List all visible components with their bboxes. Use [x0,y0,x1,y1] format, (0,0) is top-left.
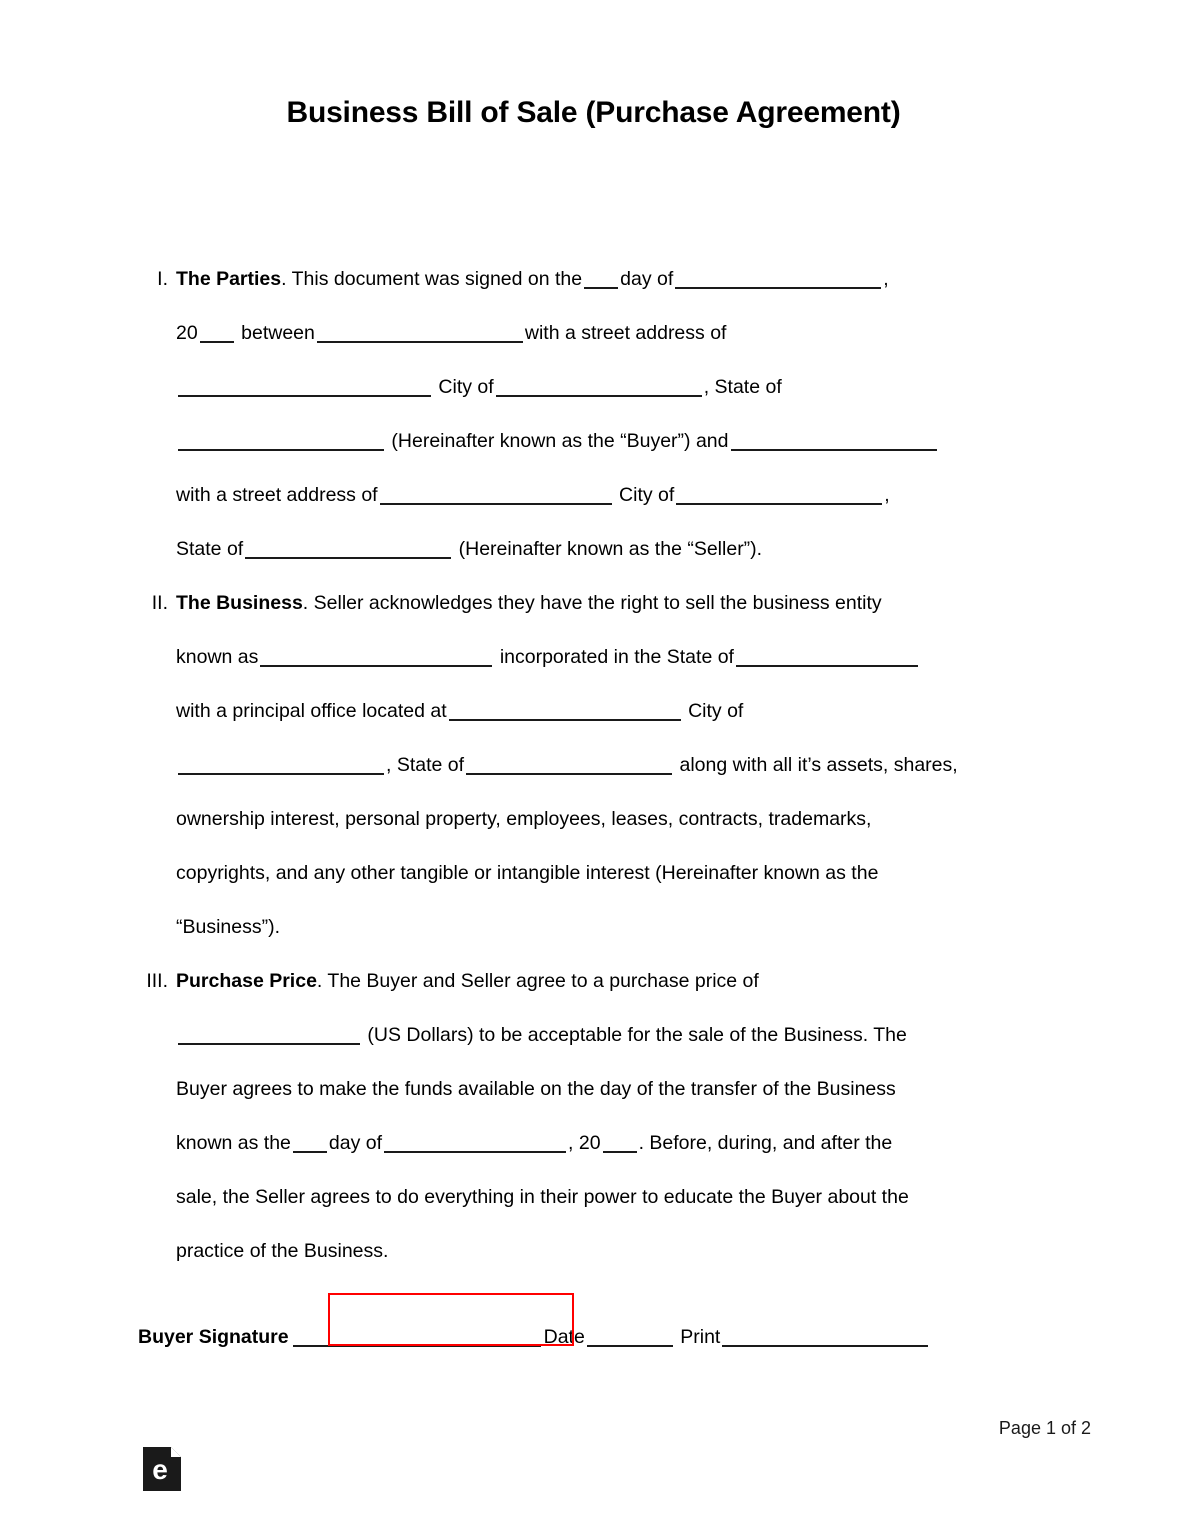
blank-month[interactable] [675,287,881,289]
clause1-line5-text-c: , [884,484,890,506]
blank-principal-office-address[interactable] [449,719,681,721]
blank-seller-city[interactable] [676,503,882,505]
clause1-line2-text-b: between [241,322,315,344]
clause2-line4-text-b: along with all it’s assets, shares, [679,754,958,776]
blank-transfer-year[interactable] [603,1151,637,1153]
blank-purchase-price-amount[interactable] [178,1043,360,1045]
clause1-line4 [176,414,1050,468]
clause1-line1 [176,252,1050,306]
clause3-line1-text-a: . The Buyer and Seller agree to a purchase price of [316,970,759,992]
clause3-heading: Purchase Price [176,970,317,992]
clause1-line1-text-c: , [883,268,889,290]
clause-purchase-price [138,954,1050,1278]
clause1-heading: The Parties [176,268,282,290]
clause2-heading: The Business [176,592,303,614]
blank-transfer-month[interactable] [384,1151,566,1153]
clause2-line5: ownership interest, personal property, employees, leases, contracts, trademarks, [176,808,872,830]
clause2-line7: “Business”). [176,916,281,938]
clause2-line4 [176,738,1050,792]
clause-body-purchase-price [168,954,1050,1278]
blank-day-number[interactable] [584,287,618,289]
clause-body-the-business [168,576,1050,954]
svg-text:e: e [152,1454,168,1485]
clause2-line1-text-a: . Seller acknowledges they have the right to sell the business entity [302,592,882,614]
clause3-line4 [176,1116,1050,1170]
clause3-line5: sale, the Seller agrees to do everything in their power to educate the Buyer about the [176,1186,909,1208]
print-name-input[interactable] [722,1345,928,1347]
clause2-line3-text-a: with a principal office located at [176,700,447,722]
clause2-line3 [176,684,1050,738]
blank-seller-name[interactable] [731,449,937,451]
clause1-line3-text-a: City of [438,376,494,398]
page-number: Page 1 of 2 [998,1418,1091,1438]
clause3-line4-text-a: known as the [176,1132,291,1154]
blank-buyer-street-address[interactable] [178,395,431,397]
clause2-line4-text-a: , State of [386,754,465,776]
clause1-line2-text-c: with a street address of [524,322,727,344]
clause-body-the-parties [168,252,1050,576]
blank-seller-state[interactable] [245,557,451,559]
clause1-line5 [176,468,1050,522]
blank-buyer-city[interactable] [496,395,702,397]
clause1-line6-text-b: (Hereinafter known as the “Seller”). [458,538,763,560]
blank-transfer-day[interactable] [293,1151,327,1153]
clause-numeral-ii: II. [151,592,168,614]
clause2-line2 [176,630,1050,684]
blank-year[interactable] [200,341,234,343]
date-label: Date [543,1326,585,1348]
signature-field-highlight[interactable] [328,1293,574,1346]
clause1-line6 [176,522,1050,576]
clause-numeral-i: I. [157,268,168,290]
clause3-line2 [176,1008,1050,1062]
clause3-line2-text-a: (US Dollars) to be acceptable for the sale of the Business. The [367,1024,907,1046]
clause1-line3 [176,360,1050,414]
clause-the-business [138,576,1050,954]
buyer-signature-label: Buyer Signature [138,1326,289,1348]
clause2-line3-text-b: City of [688,700,744,722]
clause3-line4-text-b: day of [328,1132,383,1154]
clause3-line4-text-d: . Before, during, and after the [638,1132,893,1154]
clause1-line5-text-b: City of [619,484,675,506]
clause2-line2-text-a: known as [176,646,259,668]
clause1-line1-text-a: . This document was signed on the [281,268,583,290]
eforms-document-icon [143,1447,183,1491]
clause3-line4-text-c: , 20 [568,1132,601,1154]
date-input[interactable] [587,1345,673,1347]
clause-the-parties [138,252,1050,576]
clause3-line1 [176,954,1050,1008]
blank-business-state-of-incorporation[interactable] [736,665,918,667]
clause3-line3: Buyer agrees to make the funds available on the day of the transfer of the Business [176,1078,896,1100]
blank-business-name[interactable] [260,665,492,667]
blank-seller-street-address[interactable] [380,503,612,505]
clause1-line6-text-a: State of [176,538,244,560]
blank-business-city[interactable] [178,773,384,775]
print-label: Print [680,1326,721,1348]
document-body [138,252,1050,1278]
eforms-logo [143,1447,183,1491]
clause-numeral-iii: III. [146,970,168,992]
page-title: Business Bill of Sale (Purchase Agreement) [286,96,901,129]
clause1-line5-text-a: with a street address of [176,484,378,506]
clause1-line3-text-b: , State of [703,376,782,398]
clause2-line2-text-b: incorporated in the State of [499,646,734,668]
clause1-line2-text-a: 20 [176,322,198,344]
blank-buyer-name[interactable] [317,341,523,343]
signature-row [138,1326,1058,1349]
clause1-line2 [176,306,1050,360]
blank-buyer-state[interactable] [178,449,384,451]
clause1-line1-text-b: day of [620,268,674,290]
clause2-line1 [176,576,1050,630]
clause2-line6: copyrights, and any other tangible or intangible interest (Hereinafter known as the [176,862,879,884]
clause3-line6: practice of the Business. [176,1240,389,1262]
clause1-line4-text-a: (Hereinafter known as the “Buyer”) and [391,430,729,452]
blank-business-state[interactable] [466,773,672,775]
